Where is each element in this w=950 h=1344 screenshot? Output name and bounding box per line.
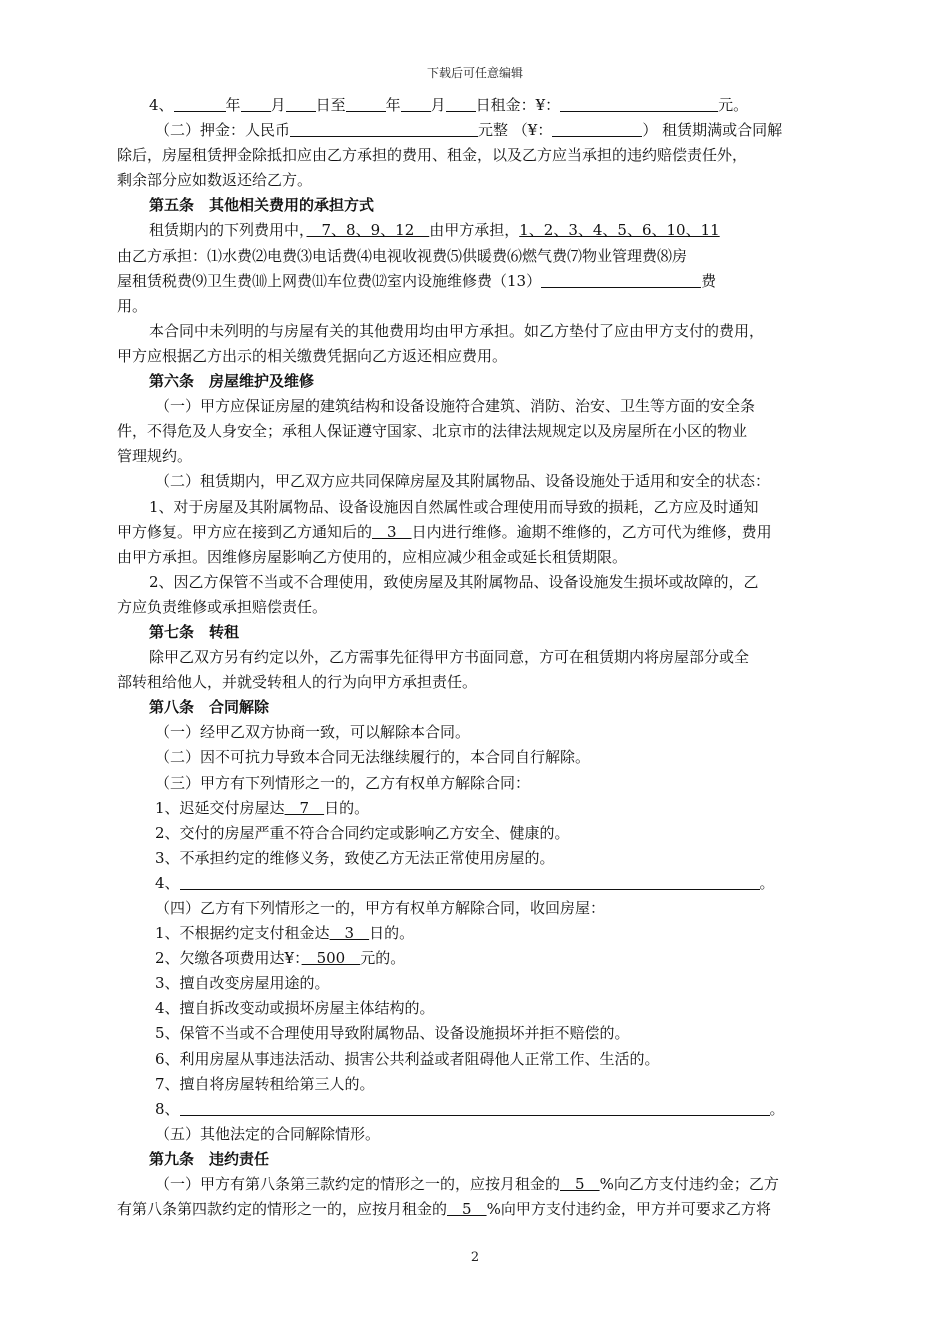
article-8-heading: 第八条 合同解除 bbox=[149, 698, 270, 717]
paragraph-line: 剩余部分应如数返还给乙方。 bbox=[117, 171, 313, 190]
blank-field bbox=[346, 96, 386, 112]
list-item: 1、迟延交付房屋达 7 日的。 bbox=[155, 798, 370, 817]
paragraph-line: （五）其他法定的合同解除情形。 bbox=[155, 1124, 381, 1143]
paragraph-line: 本合同中未列明的与房屋有关的其他费用均由甲方承担。如乙方垫付了应由甲方支付的费用， bbox=[149, 321, 765, 340]
article-7-heading: 第七条 转租 bbox=[149, 622, 240, 641]
blank-field bbox=[446, 96, 476, 112]
blank-field bbox=[286, 96, 316, 112]
paragraph-line: 甲方修复。甲方应在接到乙方通知后的 3 日内进行维修。逾期不维修的，乙方可代为维修，费用 bbox=[117, 522, 772, 541]
blank-field bbox=[401, 96, 431, 112]
list-item: 7、擅自将房屋转租给第三人的。 bbox=[155, 1074, 375, 1093]
paragraph-line: （一）经甲乙双方协商一致，可以解除本合同。 bbox=[155, 723, 471, 742]
paragraph-line: 2、因乙方保管不当或不合理使用，致使房屋及其附属物品、设备设施发生损坏或故障的，乙 bbox=[149, 572, 759, 591]
article-5-heading: 第五条 其他相关费用的承担方式 bbox=[149, 196, 375, 215]
list-item: 4、 。 bbox=[155, 873, 775, 892]
paragraph-line: 管理规约。 bbox=[117, 447, 193, 466]
blank-field bbox=[290, 121, 478, 137]
fee-allocation-line: 租赁期内的下列费用中， 7、8、9、12 由甲方承担，1、2、3、4、5、6、10、11 bbox=[149, 221, 720, 240]
article-9-heading: 第九条 违约责任 bbox=[149, 1149, 270, 1168]
list-item: 4、擅自拆改变动或损坏房屋主体结构的。 bbox=[155, 999, 435, 1018]
paragraph-line: （二）租赁期内，甲乙双方应共同保障房屋及其附属物品、设备设施处于适用和安全的状态： bbox=[155, 472, 771, 491]
paragraph-line: （四）乙方有下列情形之一的，甲方有权单方解除合同，收回房屋： bbox=[155, 899, 606, 917]
blank-field bbox=[180, 874, 760, 890]
list-item: 3、不承担约定的维修义务，致使乙方无法正常使用房屋的。 bbox=[155, 848, 555, 867]
blank-field bbox=[552, 121, 642, 137]
paragraph-line: 有第八条第四款约定的情形之一的，应按月租金的 5 %向甲方支付违约金，甲方并可要求乙方将 bbox=[117, 1200, 771, 1219]
list-item: 2、欠缴各项费用达¥： 500 元的。 bbox=[155, 949, 406, 968]
list-item: 5、保管不当或不合理使用导致附属物品、设备设施损坏并拒不赔偿的。 bbox=[155, 1024, 630, 1043]
contract-body bbox=[117, 93, 835, 1222]
blank-field bbox=[560, 96, 718, 112]
paragraph-line: 甲方应根据乙方出示的相关缴费凭据向乙方返还相应费用。 bbox=[117, 346, 508, 365]
blank-field bbox=[174, 96, 226, 112]
paragraph-line: 除甲乙双方另有约定以外，乙方需事先征得甲方书面同意，方可在租赁期内将房屋部分或全 bbox=[149, 648, 750, 667]
article-6-heading: 第六条 房屋维护及维修 bbox=[149, 372, 315, 391]
page-number: 2 bbox=[470, 1250, 480, 1265]
blank-field bbox=[241, 96, 271, 112]
list-item: 8、 。 bbox=[155, 1099, 785, 1118]
paragraph-line: （二）因不可抗力导致本合同无法继续履行的，本合同自行解除。 bbox=[155, 748, 591, 767]
list-item: 2、交付的房屋严重不符合合同约定或影响乙方安全、健康的。 bbox=[155, 823, 570, 842]
list-item: 3、擅自改变房屋用途的。 bbox=[155, 974, 330, 993]
list-item: 1、不根据约定支付租金达 3 日的。 bbox=[155, 924, 415, 943]
paragraph-line: 由甲方承担。因维修房屋影响乙方使用的，应相应减少租金或延长租赁期限。 bbox=[117, 547, 628, 566]
blank-field bbox=[180, 1100, 770, 1116]
paragraph-line: 1、对于房屋及其附属物品、设备设施因自然属性或合理使用而导致的损耗，乙方应及时通知 bbox=[149, 497, 759, 516]
rent-period-line-4: 4、 年 月 日至 年 月 日租金：¥： 元。 bbox=[149, 96, 749, 114]
paragraph-line: 方应负责维修或承担赔偿责任。 bbox=[117, 597, 328, 616]
paragraph-line: 用。 bbox=[117, 296, 148, 315]
paragraph-line: 屋租赁税费⑼卫生费⑽上网费⑾车位费⑿室内设施维修费（13） 费 bbox=[117, 271, 717, 290]
list-item: 6、利用房屋从事违法活动、损害公共利益或者阻碍他人正常工作、生活的。 bbox=[155, 1049, 660, 1068]
paragraph-line: （三）甲方有下列情形之一的，乙方有权单方解除合同： bbox=[155, 773, 531, 792]
paragraph-line: 部转租给他人，并就受转租人的行为向甲方承担责任。 bbox=[117, 673, 478, 692]
blank-field bbox=[541, 272, 701, 288]
paragraph-line: 除后，房屋租赁押金除抵扣应由乙方承担的费用、租金，以及乙方应当承担的违约赔偿责任外， bbox=[117, 146, 748, 165]
paragraph-line: 件，不得危及人身安全；承租人保证遵守国家、北京市的法律法规规定以及房屋所在小区的物业 bbox=[117, 422, 748, 441]
page-header: 下载后可任意编辑 bbox=[426, 66, 523, 80]
deposit-line: （二）押金：人民币 元整 （¥： ） 租赁期满或合同解 bbox=[155, 121, 783, 140]
paragraph-line: （一）甲方应保证房屋的建筑结构和设备设施符合建筑、消防、治安、卫生等方面的安全条 bbox=[155, 397, 756, 416]
paragraph-line: （一）甲方有第八条第三款约定的情形之一的，应按月租金的 5 %向乙方支付违约金；乙方 bbox=[155, 1175, 779, 1194]
paragraph-line: 由乙方承担：⑴水费⑵电费⑶电话费⑷电视收视费⑸供暖费⑹燃气费⑺物业管理费⑻房 bbox=[117, 246, 688, 265]
